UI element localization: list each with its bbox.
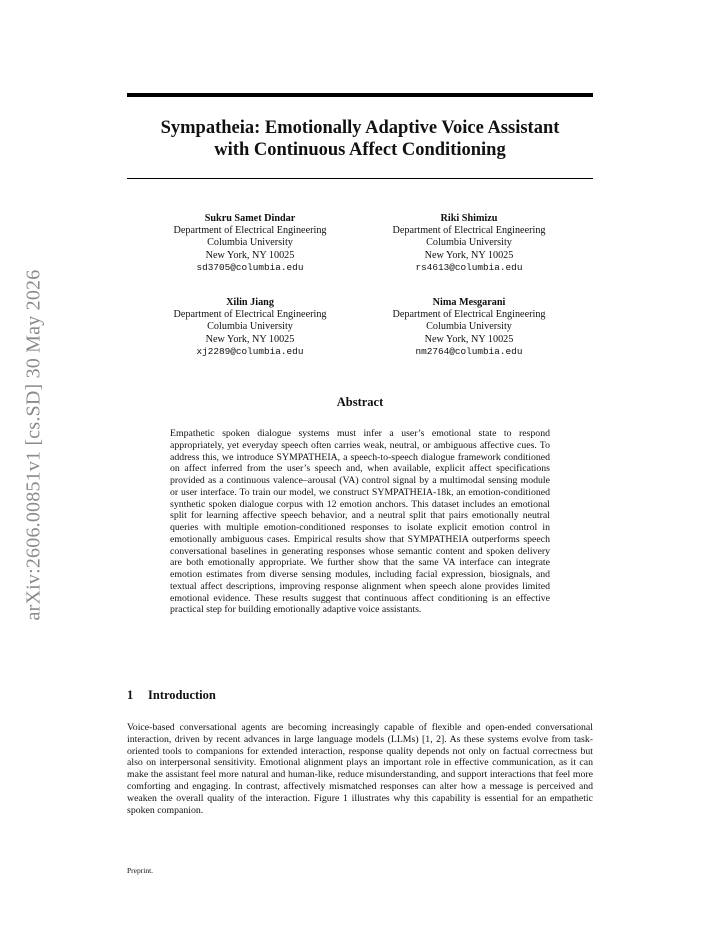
title-bottom-rule [127,178,593,179]
introduction-paragraph: Voice-based conversational agents are becoming increasingly capable of flexible and open-ended conversational interaction, driven by recent advances in large language models (LLMs) [1, 2]. As these systems evolve from task-oriented tools to companions for extended interaction, response quality depends not only on factual correctness but also on interpersonal sensitivity. Emotional alignment plays an important role in effective communication, as it can make the assistant feel more natural and human-like, reduce misunderstanding, and support interactions that feel more comforting and engaging. In contrast, affectively mismatched responses can alter how a message is perceived and weaken the overall quality of the interaction. Figure 1 illustrates why this capability is essential for an empathetic spoken companion. [127,722,593,816]
author-university: Columbia University [207,321,293,333]
author-city: New York, NY 10025 [424,249,514,261]
paper-title [127,117,593,161]
abstract-text: Empathetic spoken dialogue systems must infer a user’s emotional state to respond appropriately, yet everyday speech often carries weak, neutral, or ambiguous affective cues. To address this, we introduce SYMPATHEIA, a speech-to-speech dialogue framework conditioned on affect inferred from the user’s speech and, when available, explicit affect specifications provided as a continuous valence–arousal (VA) control signal by a multimodal sensing module or user interface. To train our model, we construct SYMPATHEIA-18k, an emotion-conditioned synthetic spoken dialogue corpus with 12 emotion anchors. This dataset includes an emotional split for learning affective speech behavior, and a neutral split that pairs emotionally neutral queries with multiple emotion-conditioned responses to isolate explicit emotion control in emotionally ambiguous cases. Empirical results show that SYMPATHEIA outperforms speech conversational baselines in generating responses whose semantic content and spoken delivery are both emotionally appropriate. We further show that the same VA interface can integrate emotion estimates from diverse sensing modules, including facial expression, biosignals, and textual affect descriptions, improving response alignment when speech alone provides limited emotional evidence. These results suggest that continuous affect conditioning is an effective practical step for building emotionally adaptive voice assistants. [170,428,550,616]
arxiv-identifier-stamp: arXiv:2606.00851v1 [cs.SD] 30 May 2026 [22,269,45,621]
author-name: Nima Mesgarani [432,297,506,308]
author-name: Xilin Jiang [226,297,274,308]
title-top-rule [127,93,593,97]
author-department: Department of Electrical Engineering [173,309,327,321]
author-department: Department of Electrical Engineering [392,309,546,321]
author-email: xj2289@columbia.edu [196,345,304,357]
section-number: 1 [127,688,134,702]
author-email: sd3705@columbia.edu [196,261,304,273]
author-block-1 [150,213,350,274]
author-city: New York, NY 10025 [205,333,295,345]
author-city: New York, NY 10025 [424,333,514,345]
author-block-4 [369,297,569,358]
author-email: rs4613@columbia.edu [415,261,523,273]
section-title: Introduction [148,688,216,702]
author-university: Columbia University [426,237,512,249]
author-block-3 [150,297,350,358]
author-university: Columbia University [207,237,293,249]
author-block-2 [369,213,569,274]
author-name: Riki Shimizu [440,213,498,224]
section-heading-introduction [127,688,593,703]
abstract-heading: Abstract [336,395,384,409]
author-email: nm2764@columbia.edu [415,345,523,357]
paper-title-line-1: Sympatheia: Emotionally Adaptive Voice Assistant [160,118,560,138]
author-name: Sukru Samet Dindar [204,213,296,224]
author-department: Department of Electrical Engineering [173,225,327,237]
paper-title-line-2: with Continuous Affect Conditioning [214,140,506,160]
author-university: Columbia University [426,321,512,333]
author-city: New York, NY 10025 [205,249,295,261]
author-department: Department of Electrical Engineering [392,225,546,237]
preprint-footnote: Preprint. [127,866,154,875]
